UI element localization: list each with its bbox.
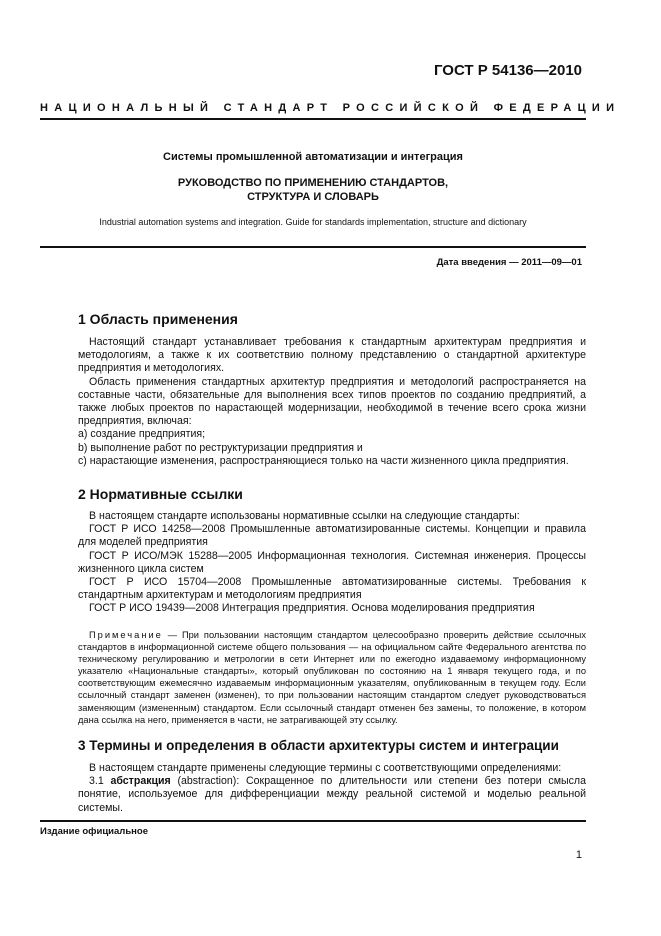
list-item: b) выполнение работ по реструктуризации предприятия и (78, 441, 363, 454)
section-3-intro: В настоящем стандарте применены следующие термины с соответствующими определениями: (89, 762, 562, 774)
section-1-heading: 1 Область применения (78, 311, 238, 327)
section-2-intro: В настоящем стандарте использованы нормативные ссылки на следующие стандарты: (89, 510, 520, 522)
term-number: 3.1 (89, 775, 104, 788)
standard-subtitle: Системы промышленной автоматизации и интеграция (163, 151, 463, 163)
section-3-body (78, 762, 586, 815)
section-1-paragraph-1: Настоящий стандарт устанавливает требования к стандартным архитектурам предприятия и методологиям, а также к их соответствию полному представлению о стандартной архитектуре предприятия и методологиях. (78, 336, 586, 375)
normative-reference: ГОСТ Р ИСО 14258—2008 Промышленные автоматизированные системы. Концепции и правила для моделей предприятия (78, 523, 586, 549)
term-name: абстракция (110, 775, 171, 788)
section-2-body (78, 510, 586, 616)
introduction-date: Дата введения — 2011—09—01 (436, 257, 582, 268)
section-1-body (78, 336, 586, 468)
normative-reference: ГОСТ Р ИСО/МЭК 15288—2005 Информационная технология. Системная инженерия. Процессы жизненного цикла систем (78, 549, 586, 575)
term-definition: Сокращенное по длительности или степени без потери смысла понятие, используемое для дифференциации между реальной системой и моделью реальной системы. (78, 775, 586, 814)
page-number: 1 (575, 849, 582, 861)
normative-reference: ГОСТ Р ИСО 15704—2008 Промышленные автоматизированные системы. Требования к стандартным архитектурам и методологиям предприятия (78, 576, 586, 602)
section-1-paragraph-2: Область применения стандартных архитектур предприятия и методологий распространяется на составные части, обязательные для выполнения всех типов проектов по созданию предприятий, а также любых проектов по нарастающей модернизации, необходимой в течение всего срока жизни предприятия, включая: (78, 375, 586, 428)
standard-title-line1: РУКОВОДСТВО ПО ПРИМЕНЕНИЮ СТАНДАРТОВ, (177, 177, 449, 189)
title-divider (40, 246, 586, 248)
section-2-heading: 2 Нормативные ссылки (78, 486, 243, 502)
national-standard-banner: НАЦИОНАЛЬНЫЙ СТАНДАРТ РОССИЙСКОЙ ФЕДЕРАЦИИ (40, 102, 621, 114)
note-label: Примечание (89, 630, 163, 640)
gost-number: ГОСТ Р 54136—2010 (433, 62, 582, 79)
english-title: Industrial automation systems and integration. Guide for standards implementation, structure and dictionary (99, 217, 527, 227)
term-english: (abstraction): (177, 775, 240, 788)
top-divider (40, 118, 586, 120)
standard-title-line2: СТРУКТУРА И СЛОВАРЬ (247, 191, 379, 203)
list-item: a) создание предприятия; (78, 428, 206, 441)
footer-divider (40, 820, 586, 822)
section-3-heading: 3 Термины и определения в области архитектуры систем и интеграции (78, 738, 559, 753)
term-entry (78, 775, 586, 815)
note-block (78, 629, 586, 726)
note-text: — При пользовании настоящим стандартом целесообразно проверить действие ссылочных стандартов в информационной системе общего пользования — на официальном сайте Федерального агентства по техническому регулированию и метрологии в сети Интернет или по ежегодно издаваемому информационному указателю «Национальные стандарты», который опубликован по состоянию на 1 января текущего года, и по соответствующим ежемесячно издаваемым информационным указателям, опубликованным в текущем году. Если ссылочный стандарт заменен (изменен), то при пользовании настоящим стандартом следует руководствоваться заменяющим (измененным) стандартом. Если ссылочный стандарт отменен без замены, то положение, в котором дана ссылка на него, применяется в части, не затрагивающей эту ссылку. (78, 630, 586, 725)
normative-reference: ГОСТ Р ИСО 19439—2008 Интеграция предприятия. Основа моделирования предприятия (89, 602, 535, 615)
list-item: c) нарастающие изменения, распространяющиеся только на части жизненного цикла предприятия. (78, 454, 569, 467)
edition-label: Издание официальное (40, 826, 148, 837)
